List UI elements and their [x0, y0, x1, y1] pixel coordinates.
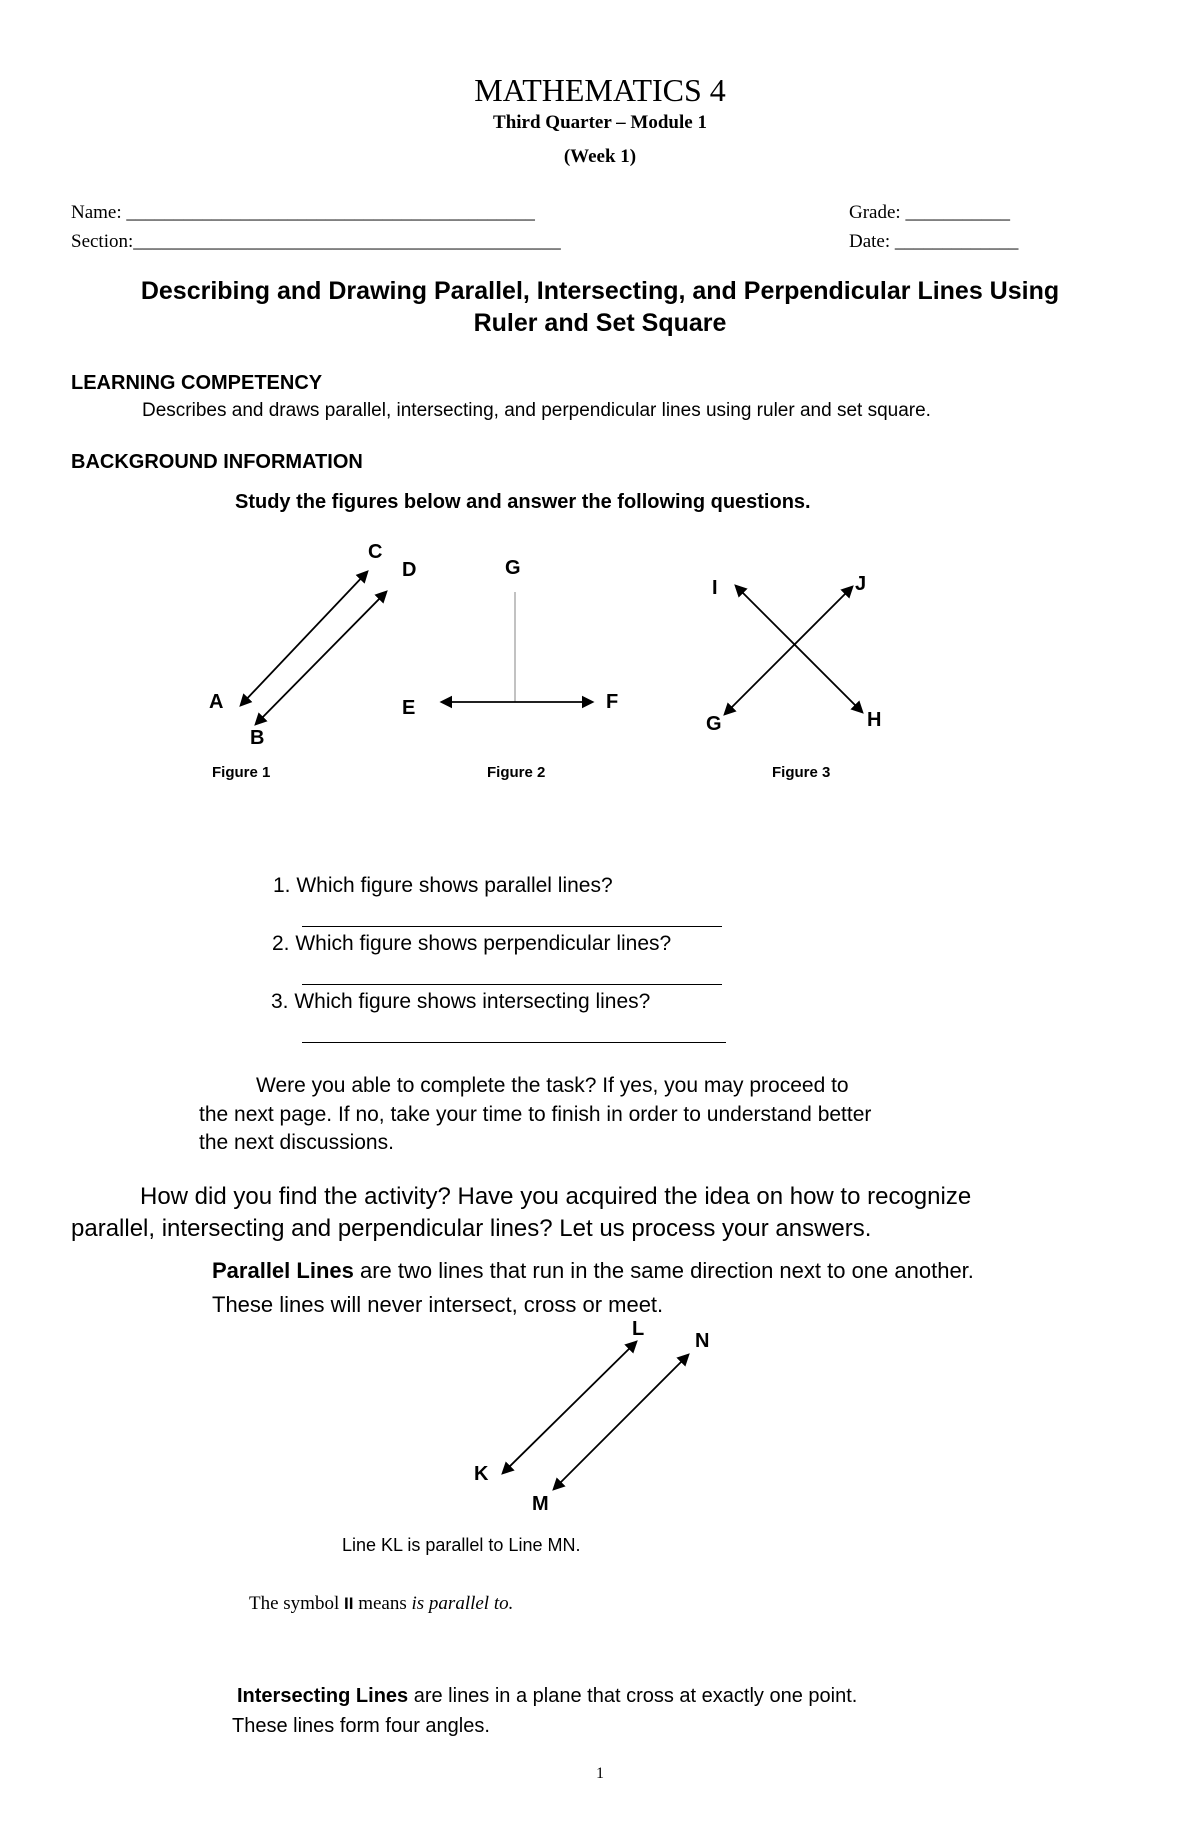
fig3-label-g: G [706, 713, 722, 735]
lesson-title-line2: Ruler and Set Square [473, 309, 727, 337]
parallel-symbol: II [344, 1594, 354, 1613]
figure1-caption: Figure 1 [212, 764, 271, 781]
process-line1: How did you find the activity? Have you acquired the idea on how to recognize [140, 1183, 972, 1210]
lesson-title-line1: Describing and Drawing Parallel, Intersecting, and Perpendicular Lines Using [140, 277, 1060, 305]
symbol-mid: means [353, 1593, 412, 1614]
intersecting-def-line2: These lines form four angles. [232, 1715, 490, 1737]
parallel-term: Parallel Lines [212, 1258, 354, 1283]
figure2-perpendicular-lines [402, 557, 618, 719]
competency-text: Describes and draws parallel, intersecting, and perpendicular lines using ruler and set square. [142, 400, 931, 421]
symbol-prefix: The symbol [249, 1593, 344, 1614]
symbol-meaning: is parallel to. [411, 1593, 514, 1614]
figure1-parallel-lines [209, 541, 416, 749]
task-check-line2: the next page. If no, take your time to finish in order to understand better [199, 1103, 872, 1126]
question-2: 2. Which figure shows perpendicular lines? [272, 932, 672, 955]
fig1-label-c: C [368, 541, 383, 563]
task-check-line3: the next discussions. [199, 1131, 394, 1154]
answer-line-2[interactable] [302, 984, 722, 985]
fig1-label-d: D [402, 559, 417, 581]
parallel-lines-diagram [0, 1315, 1200, 1515]
competency-heading: LEARNING COMPETENCY [71, 372, 323, 394]
intersecting-term: Intersecting Lines [237, 1685, 409, 1707]
figure3-caption: Figure 3 [772, 764, 831, 781]
document-title: MATHEMATICS 4 [474, 72, 726, 108]
week-label: (Week 1) [563, 146, 637, 167]
answer-line-1[interactable] [302, 926, 722, 927]
parallel-caption: Line KL is parallel to Line MN. [342, 1535, 581, 1555]
figure3-intersecting-lines [706, 573, 881, 735]
intersecting-definition [237, 1685, 857, 1708]
date-field[interactable]: Date: _____________ [849, 231, 1019, 252]
fig2-label-f: F [606, 691, 619, 713]
process-line2: parallel, intersecting and perpendicular lines? Let us process your answers. [71, 1215, 872, 1242]
figures-instruction: Study the figures below and answer the following questions. [235, 491, 811, 513]
answer-line-3[interactable] [302, 1042, 726, 1043]
label-n: N [695, 1330, 710, 1352]
parallel-definition [212, 1258, 974, 1284]
parallel-def-line2: These lines will never intersect, cross or meet. [212, 1292, 664, 1317]
figures-diagram [0, 530, 1200, 830]
fig2-label-e: E [402, 697, 416, 719]
figure2-caption: Figure 2 [487, 764, 546, 781]
fig2-label-g: G [505, 557, 521, 579]
grade-field[interactable]: Grade: ___________ [849, 202, 1010, 223]
fig3-label-h: H [867, 709, 882, 731]
question-3: 3. Which figure shows intersecting lines? [271, 990, 651, 1013]
page-number: 1 [596, 1765, 604, 1782]
parallel-symbol-note [249, 1593, 513, 1615]
label-k: K [474, 1463, 489, 1485]
fig1-label-a: A [209, 691, 224, 713]
intersecting-def-rest: are lines in a plane that cross at exactly one point. [408, 1685, 858, 1707]
section-field[interactable]: Section:_____________________________________________ [71, 231, 561, 252]
label-l: L [632, 1318, 645, 1340]
fig3-label-i: I [712, 577, 718, 599]
background-heading: BACKGROUND INFORMATION [71, 451, 363, 473]
question-1: 1. Which figure shows parallel lines? [273, 874, 613, 897]
name-field[interactable]: Name: ___________________________________________ [71, 202, 535, 223]
parallel-def-rest: are two lines that run in the same direction next to one another. [353, 1258, 974, 1283]
fig3-label-j: J [855, 573, 867, 595]
fig1-label-b: B [250, 727, 265, 749]
quarter-module: Third Quarter – Module 1 [493, 112, 707, 133]
label-m: M [532, 1493, 549, 1515]
task-check-line1: Were you able to complete the task? If yes, you may proceed to [256, 1074, 849, 1097]
